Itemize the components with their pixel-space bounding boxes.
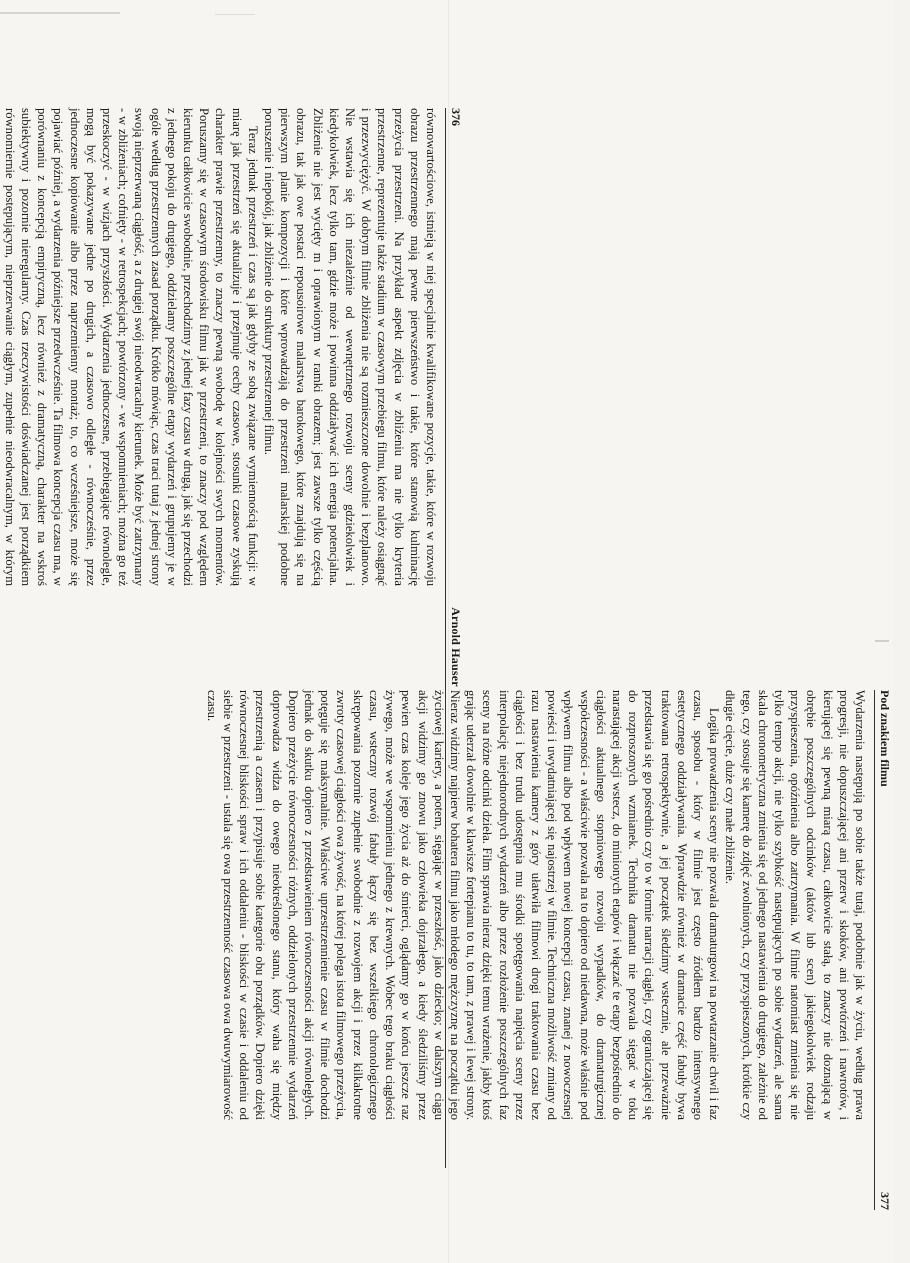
- paragraph: równowartościowe, istnieją w niej specjalnie kwalifikowane pozycje, takie, które w rozwoju obrazu przestrzennego mają pewne pierwszeństwo i takie, które stanowią kulminację przeżycia przestrzeni. Na przykład aspekt zdjęcia w zbliżeniu ma nie tylko kryteria przestrzenne, reprezentuje także stadium w czasowym przebiegu filmu, które należy osiągnąć i przezwyciężyć. W dobrym filmie zbliżenia nie są rozmieszczone dowolnie i bezplanowo. Nie wstawia się ich niezależnie od wewnętrznego rozwoju sceny gdziekolwiek i kiedykolwiek, lecz tylko tam, gdzie może i powinna oddziaływać ich energia potencjalna. Zbliżenie nie jest wycięty m i oprawionym w ramki obrazem; jest zawsze tylko częścią obrazu, tak jak owe postaci repousoirowe malarstwa barokowego, które znajdują się na pierwszym planie kompozycji i które wprowadzają do przestrzeni malarskiej podobne poruszenie i niepokój, jak zbliżenie do struktury przestrzennej filmu.: [261, 108, 438, 586]
- left-running-title: Arnold Hauser: [449, 607, 463, 687]
- right-body-text: [204, 690, 868, 1120]
- paragraph: Teraz jednak przestrzeń i czas są jak gdyby ze sobą związane wymiennością funkcji: w miarę jak przestrzeń się aktualizuje i przejmuje cechy czasowe, stosunki czasowe zyskują charakter prawie przestrzenny, to znaczy pewną swobodę w kolejności swych momentów. Poruszamy się w czasowym środowisku filmu jak w przestrzeni, to znaczy pod względem kierunku całkowicie swobodnie, przechodzimy z jednej fazy czasu w drugą, jak się przechodzi z jednego pokoju do drugiego, oddzielamy poszczególne etapy wydarzeń i grupujemy je w ogóle według przestrzennych zasad porządku. Krótko mówiąc, czas traci tutaj z jednej strony swoją nieprzerwaną ciągłość, a z drugiej swój nieodwracalny kierunek. Może być zatrzymany - w zbliżeniach; cofnięty - w retrospekcjach; powtórzony - we wspomnieniach; można go też przeskoczyć - w wizjach przyszłości. Wydarzenia jednoczesne, przebiegające równolegle, mogą być pokazywane jedne po drugich, a czasowo odległe - równocześnie, przez jednoczesne kopiowanie albo przez naprzemienny montaż; to, co wcześniejsze, może się pojawiać później, a wydarzenia późniejsze przedwcześnie. Ta filmowa koncepcja czasu ma, w porównaniu z koncepcją empiryczną, lecz również z dramatyczną, charakter na wskroś subiektywny i pozornie nieregularny. Czas rzeczywistości doświadczanej jest porządkiem równomiernie postępującym, nieprzerwanie ciągłym, zupełnie nieodwracalnym, w którym: [2, 108, 260, 586]
- right-page-number: 377: [878, 1192, 892, 1210]
- right-running-head: [874, 690, 892, 1210]
- left-body-text: [0, 108, 439, 586]
- paragraph: Logika prowadzenia sceny nie pozwala dramaturgowi na powtarzanie chwil i faz czasu, sposobu - który w filmie jest często źródłem bardzo intensywnego estetycznego oddziaływania. Wprawdzie również w dramacie część fabuły bywa traktowana retrospektywnie, a jej początek śledzimy wstecznie, ale przeważnie przedstawia się go pośrednio czy to w formie narracji ciągłej, czy ograniczającej się do rozproszonych wzmianek. Technika dramatu nie pozwala sięgać w toku narastającej akcji wstecz, do minionych etapów i włączać te etapy bezpośrednio do ciągłości aktualnego stopniowego rozwoju wypadków, do dramaturgicznej współczesności - a właściwie pozwala na to dopiero od niedawna, może właśnie pod wpływem filmu albo pod wpływem nowej koncepcji czasu, znanej z nowoczesnej powieści i uwydatniającej się najostrzej w filmie. Techniczna możliwość zmiany od razu nastawienia kamery z góry ułatwiła filmowi drogi traktowania czasu bez ciągłości i bez trudu udostępnia mu środki spotęgowania napięcia sceny przez interpolację niejednorodnych wydarzeń albo przez rozłożenie poszczególnych faz sceny na różne odcinki dzieła. Film sprawia nieraz dzięki temu wrażenie, jakby ktoś grając uderzał dowolnie w klawisze fortepianu to tu, to tam, z prawej i lewej strony. Nieraz widzimy najpierw bohatera filmu jako młodego mężczyznę na początku jego życiowej kariery, a potem, sięgając w przeszłość, jako dziecko; w dalszym ciągu akcji widzimy go znowu jako człowieka dojrzałego, a kiedy śledziliśmy przez pewien czas koleje jego życia aż do śmierci, oglądamy go w końcu jeszcze raz żywego, może we wspomnieniu jednego z krewnych. Wobec tego braku ciągłości czasu, wsteczny rozwój fabuły łączy się bez wszelkiego chronologicznego skrępowania pozornie zupełnie swobodnie z rozwojem akcji i przez kilkakrotne zwroty czasowej ciągłości owa żywość, na której polega istota filmowego przeżycia, potęguje się maksymalnie. Właściwe uprzestrzennienie czasu w filmie dochodzi jednak do skutku dopiero z przedstawieniem równoczesności akcji równoległych. Dopiero przeżycie równoczesności różnych, oddzielonych przestrzennie wydarzeń doprowadza widza do owego nieokreślonego stanu, który waha się między przestrzenią a czasem i przypisuje sobie kategorie obu porządków. Dopiero dzięki równoczesnej bliskości spraw i ich oddaleniu - bliskości w czasie i oddaleniu od siebie w przestrzeni - ustala się owa przestrzenność czasowa owa dwuwymiarowość czasu.: [204, 690, 722, 1120]
- right-page-content: [204, 690, 892, 1210]
- paragraph: Wydarzenia następują po sobie także tutaj, podobnie jak w życiu, według prawa progresji, nie dopuszczającej ani przerw i skoków, ani powtórzeń i nawrotów, i kierującej się pewną miarą czasu, całkowicie stałą, to znaczy nie doznającą w obrębie poszczególnych odcinków (aktów lub scen) jakiegokolwiek rodzaju przyspieszenia, opóźnienia albo zatrzymania. W filmie natomiast zmienia się nie tylko tempo akcji, nie tylko szybkość następujących po sobie wydarzeń, ale sama skala chronometryczna zmienia się od jednego nastawienia do drugiego, zależnie od tego, czy stosuje się kamerę do zdjęć zwolnionych, czy przyspieszonych, krótkie czy długie cięcie, duże czy małe zbliżenie.: [723, 690, 867, 1120]
- left-page-number: 376: [449, 108, 463, 126]
- right-running-title: Pod znakiem filmu: [878, 690, 892, 787]
